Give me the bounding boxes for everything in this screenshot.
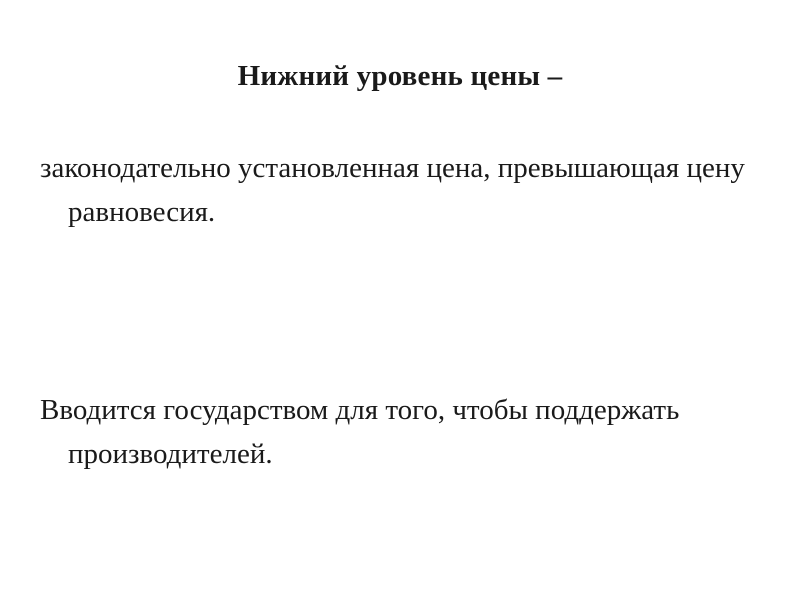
slide-title: Нижний уровень цены – — [237, 60, 563, 92]
definition-paragraph: законодательно установленная цена, превышающая цену равновесия. — [40, 152, 745, 228]
purpose-paragraph: Вводится государством для того, чтобы поддержать производителей. — [40, 394, 680, 470]
